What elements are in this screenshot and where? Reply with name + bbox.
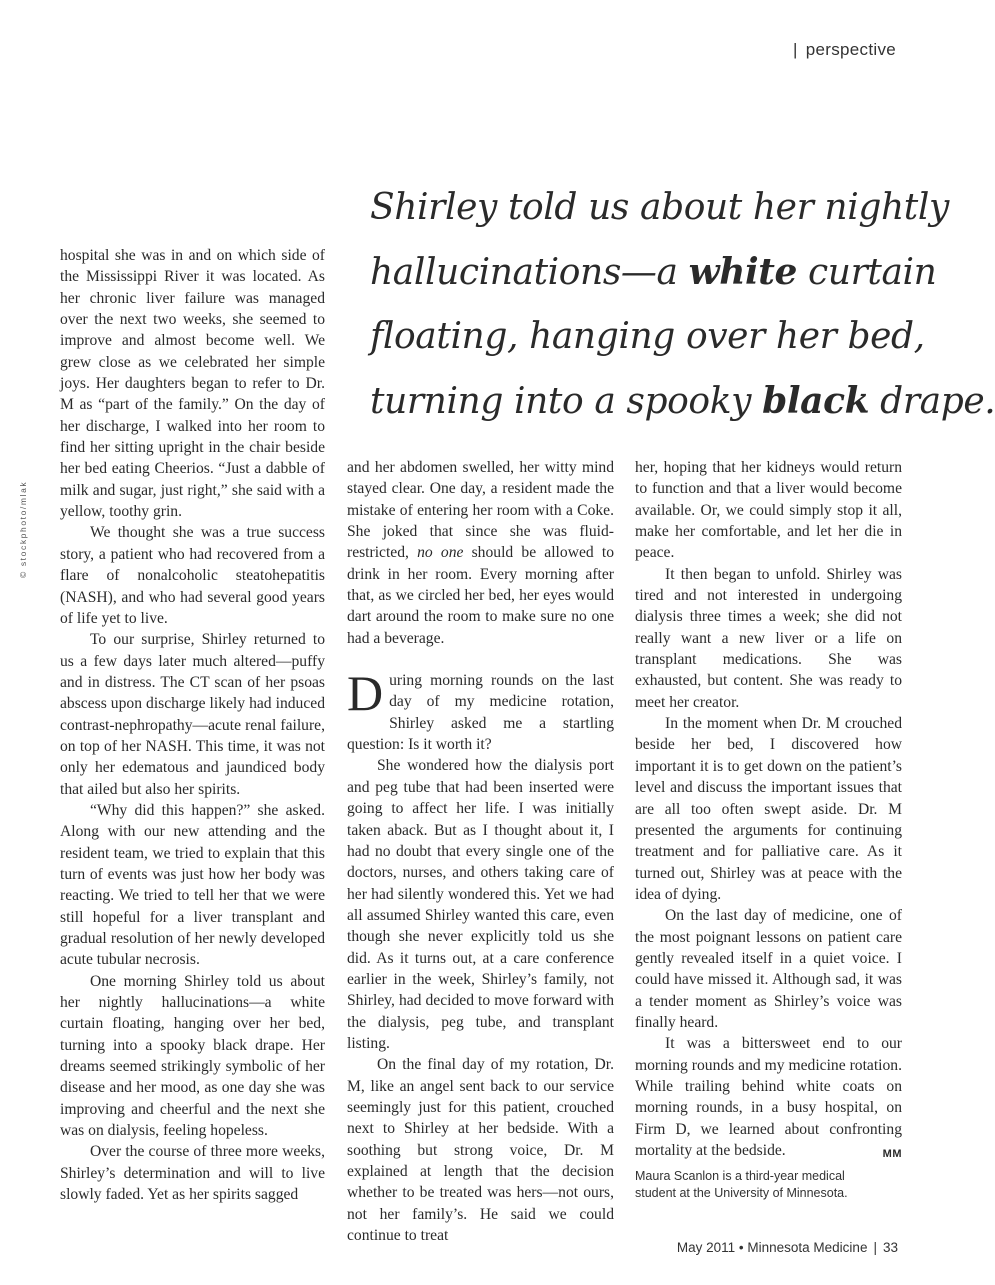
paragraph-text: It was a bittersweet end to our morning rounds and my medicine rotation. While trailing behind white coats on morning rounds, in a busy hospital, on Firm D, we learned about confronting mortality at the bedside. <box>635 1035 902 1159</box>
pull-quote-line-1: Shirley told us about her nightly <box>370 187 949 228</box>
paragraph: She wondered how the dialysis port and peg tube that had been inserted were going to affect her life. I was initially taken aback. But as I thought about it, I had no doubt that every single one of the doctors, nurses, and others taking care of her had silently wondered this. Yet we had all assumed Shirley wanted this care, even though she never explicitly told us she did. As it turns out, at a care conference earlier in the week, Shirley’s family, not Shirley, had decided to move forward with the dialysis, peg tube, and transplant listing. <box>347 757 614 1052</box>
article-column-3 <box>635 457 902 1165</box>
pull-quote-line-4 <box>370 369 995 434</box>
pull-quote-line-3: floating, hanging over her bed, <box>370 316 925 357</box>
page-number: 33 <box>882 1240 898 1255</box>
pull-quote-line-2 <box>370 240 937 305</box>
paragraph-text: and her abdomen swelled, her witty mind stayed clear. One day, a resident made the mistake of entering her room with a Coke. She joked that since she was fluid-restricted, <box>347 459 614 562</box>
paragraph: “Why did this happen?” she asked. Along with our new attending and the resident team, we tried to explain that this turn of events was just how her body was reacting. We tried to tell her that we were still hopeful for a liver transplant and gradual resolution of her newly developed acute tubular necrosis. <box>60 801 325 969</box>
paragraph: hospital she was in and on which side of the Mississippi River it was located. As her chronic liver failure was managed over the next two weeks, she seemed to improve and almost become well. We grew close as we celebrated her simple joys. Her daughters began to refer to Dr. M as “part of the family.” On the day of her discharge, I walked into her room to find her sitting upright in the chair beside her bed eating Cheerios. “Just a dabble of milk and sugar, just right,” she said with a yellow, toothy grin. <box>60 247 325 521</box>
pull-quote-text: curtain <box>796 252 937 293</box>
paragraph: her, hoping that her kidneys would return to function and that a liver would become available. Or, we could simply stop it all, make her comfortable, and let her die in peace. <box>635 459 902 562</box>
author-bio-line-1: Maura Scanlon is a third-year medical <box>635 1169 845 1183</box>
issue-info: May 2011 • Minnesota Medicine <box>676 1240 868 1255</box>
section-label <box>793 40 896 60</box>
article-column-2 <box>347 457 614 1246</box>
paragraph <box>347 457 614 649</box>
author-bio-line-2: student at the University of Minnesota. <box>635 1186 848 1200</box>
paragraph: It then began to unfold. Shirley was tired and not interested in undergoing dialysis three times a week; she did not really want a new liver or a life on transplant medications. She was exhausted, but content. She was ready to meet her creator. <box>635 565 902 711</box>
section-break <box>347 649 614 670</box>
paragraph: Over the course of three more weeks, Shirley’s determination and will to live slowly faded. Yet as her spirits sagged <box>60 1143 325 1204</box>
section-separator: | <box>793 40 798 59</box>
paragraph <box>635 1033 902 1161</box>
paragraph: One morning Shirley told us about her nightly hallucinations—a white curtain floating, hanging over her bed, turning into a spooky black drape. Her dreams seemed strikingly symbolic of her disease and her mood, as one day she was improving and cheerful and the next she was on dialysis, feeling hopeless. <box>60 972 325 1140</box>
paragraph-text: should be allowed to drink in her room. Every morning after that, as we circled her bed, her eyes would dart around the room to make sure no one had a beverage. <box>347 544 614 647</box>
paragraph: We thought she was a true success story, a patient who had recovered from a flare of nonalcoholic steatohepatitis (NASH), and who had several good years of life yet to live. <box>60 524 325 627</box>
pull-quote-emphasis-black: black <box>762 380 870 422</box>
pull-quote-text: hallucinations—a <box>370 252 689 293</box>
end-mark: MM <box>882 1148 902 1160</box>
pull-quote-text: turning into a spooky <box>370 381 763 422</box>
pull-quote <box>370 176 995 434</box>
pull-quote-emphasis-white: white <box>688 251 797 293</box>
author-bio <box>635 1168 902 1202</box>
page-footer <box>677 1240 898 1255</box>
photo-credit: © stockphoto/mlak <box>18 480 28 578</box>
paragraph: On the final day of my rotation, Dr. M, like an angel sent back to our service seemingly just for this patient, crouched next to Shirley at her bedside. With a soothing but strong voice, Dr. M explained at length that the decision whether to be treated was hers—not ours, not her family’s. He said we could continue to treat <box>347 1056 614 1245</box>
paragraph-text: uring morning rounds on the last day of my medicine rotation, Shirley asked me a startling question: Is it worth it? <box>347 672 614 754</box>
emphasis-text: no one <box>417 544 464 562</box>
paragraph: On the last day of medicine, one of the most poignant lessons on patient care gently revealed itself in a quiet voice. I could have missed it. Although sad, it was a tender moment as Shirley’s voice was finally heard. <box>635 907 902 1031</box>
paragraph: In the moment when Dr. M crouched beside her bed, I discovered how important it is to get down on the patient’s level and discuss the important issues that are all too often swept aside. Dr. M presented the arguments for continuing treatment and for palliative care. As it turned out, Shirley was at peace with the idea of dying. <box>635 715 902 903</box>
pull-quote-text: drape. <box>869 381 995 422</box>
paragraph <box>347 665 614 755</box>
section-name: perspective <box>805 40 896 59</box>
paragraph: To our surprise, Shirley returned to us a few days later much altered—puffy and in distress. The CT scan of her psoas abscess upon discharge likely had induced contrast-nephropathy—acute renal failure, on top of her NASH. This time, it was not only her edematous and jaundiced body that ailed but also her spirits. <box>60 631 325 798</box>
drop-cap: D <box>347 665 384 722</box>
footer-separator: | <box>873 1240 877 1255</box>
article-column-1 <box>60 245 325 1205</box>
